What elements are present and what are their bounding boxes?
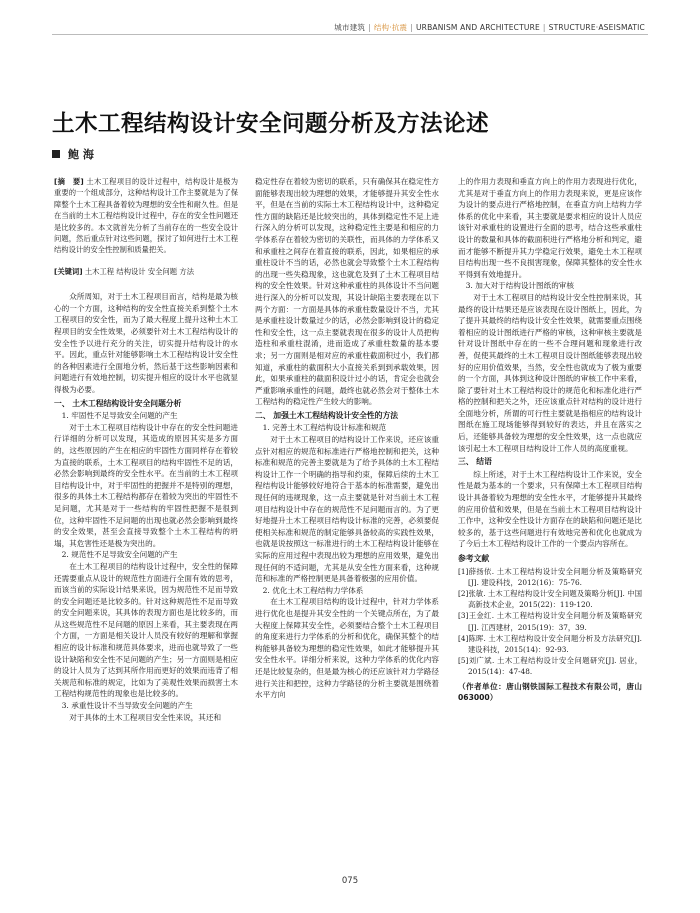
author-name: 鲍 海 — [68, 148, 94, 161]
subsection-heading-2-2: 2. 优化土木工程结构力学体系 — [262, 585, 364, 595]
section-heading-2: 二、 加强土木工程结构设计安全性的方法 — [255, 410, 399, 420]
conclusion-paragraph: 综上所述，对于土木工程结构设计工作来说，安全性是最为基本的一个要求，只有保障土木工程项目结构设计具备着较为理想的安全性水平，才能够提升其最终的应用价值和效果，但是在当前土木工程项目结构设计工作中，这种安全性设计方面存在的缺陷和问题还是比较多的，基于这些问题进行有效地完善和优化也就成为了今后土木工程结构设计工作的一个要点内容所在。 — [458, 469, 642, 549]
author-line — [52, 146, 94, 162]
subsection-heading-1-3: 3. 承重性设计不当导致安全问题的产生 — [61, 701, 193, 711]
reference-item: [2]张敏. 土木工程结构设计安全问题及策略分析[J]. 中国高新技术企业，2015(22)：119-120. — [458, 589, 642, 610]
abstract-label: [摘 要] — [54, 177, 84, 186]
journal-name-en: URBANISM AND ARCHITECTURE — [415, 23, 540, 32]
keywords — [54, 266, 238, 277]
subsection-heading-2-1: 1. 完善土木工程结构设计标准和规范 — [262, 423, 387, 433]
paragraph-1-2: 在土木工程项目的结构设计过程中，安全性的保障还需要重点从设计的规范性方面进行全面有效的思考，而该当前的实际设计结果来说，因为规范性不足而导致的安全问题还是比较多的。针对这种规范性不足而导致的安全问题来说，其具体的表现方面也是比较多的，而从这些规范性不足问题的原因上来看，其主要表现在两个方面，一方面是相关设计人员没有较好的理解和掌握相应的设计标准和规范具体要求，进而也就导致了一些设计缺陷和安全性不足问题的产生；另一方面则是相应的设计人员为了达到其所作用而更好的效果而违背了相关规范和标准的规定，比如为了美观性效果而损害土木工程结构规范性的现象也是比较多的。 — [54, 561, 238, 699]
journal-name-cn: 城市建筑 — [334, 23, 366, 32]
paragraph-1-3: 对于具体的土木工程项目安全性来说，其还和 — [69, 712, 222, 722]
column-1 — [54, 176, 238, 723]
running-header: 城市建筑 | 结构·抗震 | URBANISM AND ARCHITECTURE | STRUCTURE·ASEISMATIC — [334, 23, 645, 32]
page-number: 075 — [341, 876, 359, 886]
header-rule — [52, 34, 648, 35]
subsection-heading-2-3: 3. 加大对于结构设计图纸的审核 — [465, 281, 574, 291]
intro-paragraph: 众所周知，对于土木工程项目而言，结构是最为核心的一个方面，这种结构的安全性直接关系到整个土木工程项目的安全性，而为了最大程度上提升这种土木工程项目的安全性效果，必须要针对土木工程结构设计的安全性予以进行充分的关注，切实提升结构设计的水平。因此，重点针对能够影响土木工程结构设计安全性的各种因素进行全面地分析，然后基于这些影响因素和问题进行有效地控制，切实提升相应的设计水平也就显得极为必要。 — [54, 292, 238, 394]
subsection-heading-1-1: 1. 牢固性不足导致安全问题的产生 — [61, 411, 178, 421]
column-2 — [255, 176, 439, 701]
keywords-label: [关键词] — [54, 266, 83, 276]
article-title: 土木工程结构设计安全问题分析及方法论述 — [52, 111, 490, 137]
abstract — [54, 176, 238, 256]
paragraph-1-1: 对于土木工程项目结构设计中存在的安全性问题进行详细的分析可以发现，其造成的原因其实是多方面的，这些原因的产生在相应的牢固性方面同样存在着较为直接的联系，土木工程项目的结构牢固性不足的话，必然会影响到最终的安全性水平。在当前的土木工程项目结构设计中，对于牢固性的把握并不是特别的理想，很多的具体土木工程结构都存在着较为突出的牢固性不足问题，尤其是对于一些结构的牢固性把握不是很到位，这种牢固性不足问题的出现也就必然会影响到最终的安全效果，甚至会直接导致整个土木工程结构的坍塌，其危害性还是极为突出的。 — [54, 422, 238, 548]
column-3 — [458, 176, 642, 704]
keywords-text: 土木工程 结构设计 安全问题 方法 — [84, 266, 195, 276]
section-heading-3: 三、 结语 — [458, 457, 492, 467]
paragraph-2-2: 在土木工程项目结构的设计过程中，针对力学体系进行优化也是提升其安全性的一个关键点所在，为了最大程度上保障其安全性，必须要结合整个土木工程项目的角度来进行力学体系的分析和优化，确保其整个的结构能够具备较为理想的稳定性效果，如此才能够提升其安全性水平。详细分析来说，这种力学体系的优化内容还是比较复杂的，但是最为核心的还应该针对力学路径进行关注和把控，这种力学路径的分析主要就是围绕着水平方向 — [255, 597, 439, 700]
reference-item: [5]刘广斌. 土木工程结构设计安全问题研究[J]. 居业，2015(14)：47-48. — [458, 656, 642, 677]
reference-item: [4]陈晖. 土木工程结构设计安全问题分析及方法研究[J]. 建设科技，2015(14)：92-93. — [458, 633, 642, 655]
subsection-heading-1-2: 2. 规范性不足导致安全问题的产生 — [61, 550, 178, 560]
author-affiliation: （作者单位：唐山钢铁国际工程技术有限公司，唐山 063000） — [458, 681, 642, 703]
reference-item: [1]薛扬依. 土木工程结构设计安全问题分析及策略研究[J]. 建设科技，2012(16)：75-76. — [458, 566, 642, 587]
author-marker-icon — [52, 150, 60, 158]
reference-item: [3]王金红. 土木工程结构设计安全问题分析及策略研究[J]. 江西建材，2015(19)：37，39. — [458, 611, 642, 632]
section-heading-1: 一、 土木工程结构设计安全问题分析 — [54, 398, 182, 408]
paragraph-1-3-cont: 稳定性存在着较为密切的联系，只有确保其在稳定性方面能够表现出较为理想的效果，才能够提升其安全性水平，但是在当前的实际土木工程结构设计中，这种稳定性方面的缺陷还是比较突出的，具体到稳定性不足上进行深入的分析可以发现，这种稳定性主要是和相应的力学体系存在着较为密切的关联性，而具体的力学体系又和承重柱之间存在着直接的联系，因此，如果相应的承重柱设计不当的话，必然也就会导致整个土木工程结构的出现一些失稳现象，这也就危及到了土木工程项目结构的安全性效果。针对这种承重柱的具体设计不当问题进行深入的分析可以发现，其设计缺陷主要表现在以下两个方面：一方面是具体的承重柱数量设计不当，尤其是承重柱设计数量过少的话，必然会影响到设计的稳定性和安全性，这一点主要就表现在很多的设计人员把构造柱和承重柱混淆，进而造成了承重柱数量的基本要求；另一方面则是相对应的承重柱截面积过小，我们都知道，承重柱的截面积大小直接关系到到承载效果，因此，如果承重柱的截面积设计过小的话，肯定会也就会严重影响承重性的问题，最终也就必然会对于整体土木工程结构的稳定性产生较大的影响。 — [255, 177, 439, 407]
paragraph-2-2-cont: 上的作用力表现和垂直方向上的作用力表现进行优化，尤其是对于垂直方向上的作用力表现来说，更是应该作为设计的要点进行严格地控制，在垂直方向上结构力学体系的优化中来看，其主要就是要求相应的设计人员应该针对承重柱的设置进行全面的思考，结合这些承重柱设计的数量和具体的截面积进行严格地分析和判定，避而才能够不断提升其力学稳定行效果，避免土木工程项目结构出现一些不良损害现象，保障其整体的安全性水平得到有效地提升。 — [458, 177, 642, 279]
abstract-text: 土木工程项目的设计过程中，结构设计是极为重要的一个组成部分，这种结构设计工作主要就是为了保障整个土木工程具备着较为理想的安全性和耐久性。但是在当前的土木工程结构设计过程中，存在的安全性问题还是比较多的。本文就首先分析了当前存在的一些安全设计问题，然后重点针对这些问题，探讨了如何进行土木工程结构设计的安全性控制和质量把关。 — [54, 177, 239, 255]
references-heading: 参考文献 — [458, 554, 490, 563]
section-name-en: STRUCTURE·ASEISMATIC — [548, 23, 645, 32]
paragraph-2-1: 对于土木工程项目的结构设计工作来说，还应该重点针对相应的规范和标准进行严格地控制和把关，这种标准和规范的完善主要就是为了给予具体的土木工程结构设计工作一个明确的指导和约束，保障后续的土木工程结构设计能够较好地符合于基本的标准需要，避免出现任何的违规现象，这一点主要就是针对当前土木工程项目结构设计中存在的规范性不足问题而言的。为了更好地提升土木工程项目结构设计标准的完善，必须要促使相关标准和规范的制定能够具备较高的实践性效果，也就是说按照这一标准进行的土木工程结构设计能够在实际的应用过程中表现出较为理想的应用效果，避免出现任何的不适问题，尤其是从安全性方面来看，这种规范和标准的严格控制更是具备着极强的应用价值。 — [255, 435, 439, 584]
section-name-cn: 结构·抗震 — [373, 23, 408, 32]
paragraph-2-3: 对于土木工程项目的结构设计安全性控制来说，其最终的设计结果还是应该表现在设计图纸上，因此，为了提升其最终的结构设计安全性效果，就需要重点围绕着相应的设计图纸进行严格的审核，这种审核主要就是针对设计图纸中存在的一些不合理问题和现象进行改善，促使其最终的土木工程项目设计图纸能够表现出较好的应用价值效果，当然，安全性也就成为了极为重要的一个方面，具体到这种设计图纸的审核工作中来看，除了要针对土木工程结构设计的规范化和标准化进行严格的控制和把关之外，还应该重点针对结构的设计进行全面地分析，所谓的可行性主要就是指相应的结构设计图纸在施工现场能够得到较好的表达，并且在落实之后，还能够具备较为理想的安全性效果，这一点也就应该引起土木工程项目结构设计工作人员的高度重视。 — [458, 292, 642, 453]
